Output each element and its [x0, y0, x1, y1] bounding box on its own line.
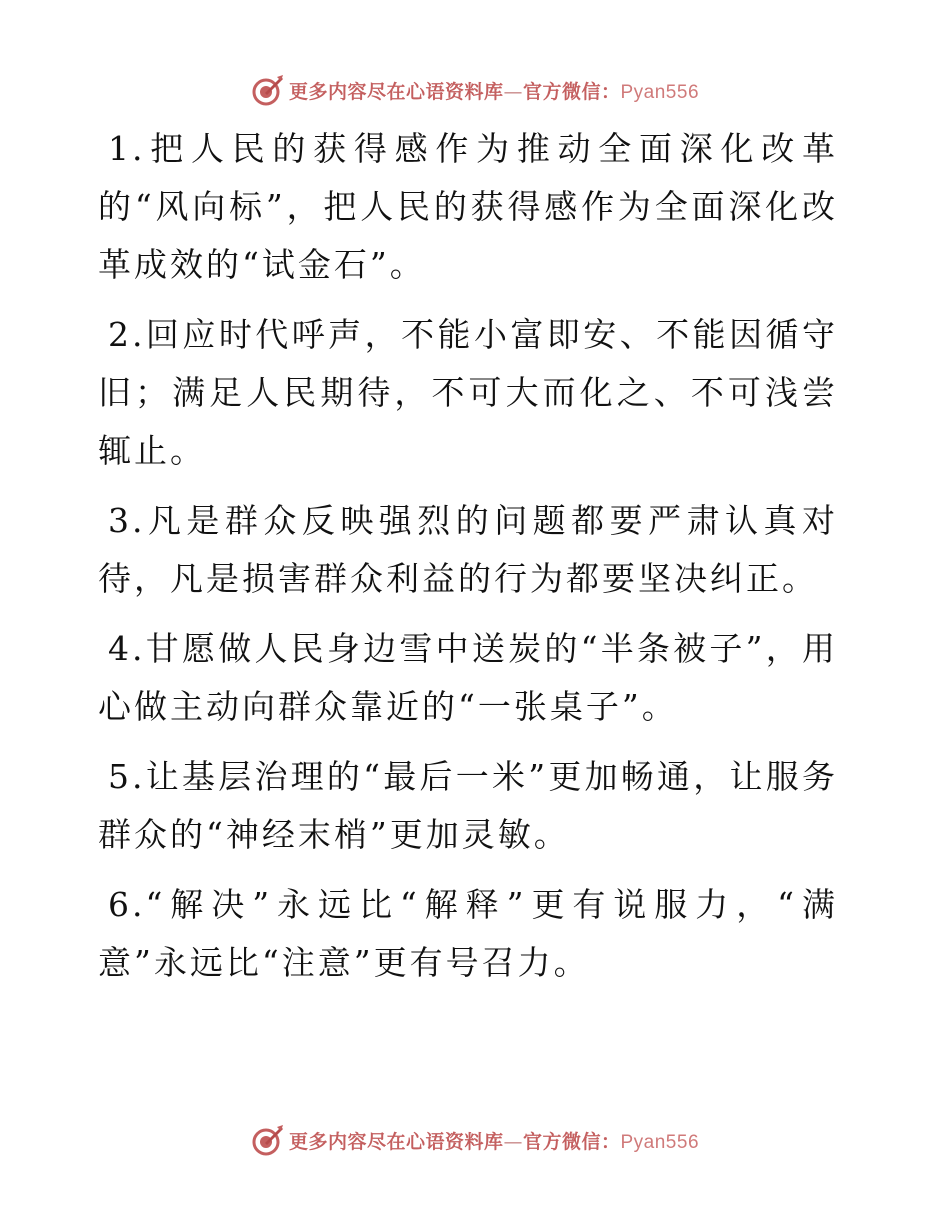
quote-item-5: 5.让基层治理的“最后一米”更加畅通，让服务群众的“神经末梢”更加灵敏。	[98, 757, 838, 854]
quote-item-2: 2.回应时代呼声，不能小富即安、不能因循守旧；满足人民期待，不可大而化之、不可浅尝辄止。	[98, 315, 838, 470]
quote-item-4: 4.甘愿做人民身边雪中送炭的“半条被子”，用心做主动向群众靠近的“一张桌子”。	[98, 629, 838, 726]
banner-wechat-id: Pyan556	[620, 81, 700, 103]
banner-wechat-label: 官方微信：	[522, 80, 621, 103]
quote-list	[98, 120, 838, 1004]
banner-wechat-label: 官方微信：	[522, 1130, 621, 1153]
quill-circle-logo-icon	[251, 1123, 285, 1157]
header-banner-text	[289, 77, 699, 104]
banner-brand: 更多内容尽在心语资料库	[288, 80, 504, 103]
header-banner	[0, 70, 950, 110]
footer-banner-text	[289, 1127, 699, 1154]
banner-dash: —	[503, 1130, 523, 1153]
quote-item-1: 1.把人民的获得感作为推动全面深化改革的“风向标”，把人民的获得感作为全面深化改革成效的“试金石”。	[98, 129, 838, 284]
footer-banner	[0, 1120, 950, 1160]
quote-item-6: 6.“解决”永远比“解释”更有说服力，“满意”永远比“注意”更有号召力。	[98, 885, 838, 982]
quote-item-3: 3.凡是群众反映强烈的问题都要严肃认真对待，凡是损害群众利益的行为都要坚决纠正。	[98, 501, 838, 598]
banner-dash: —	[503, 80, 523, 103]
quill-circle-logo-icon	[251, 73, 285, 107]
banner-brand: 更多内容尽在心语资料库	[288, 1130, 504, 1153]
banner-wechat-id: Pyan556	[620, 1131, 700, 1153]
